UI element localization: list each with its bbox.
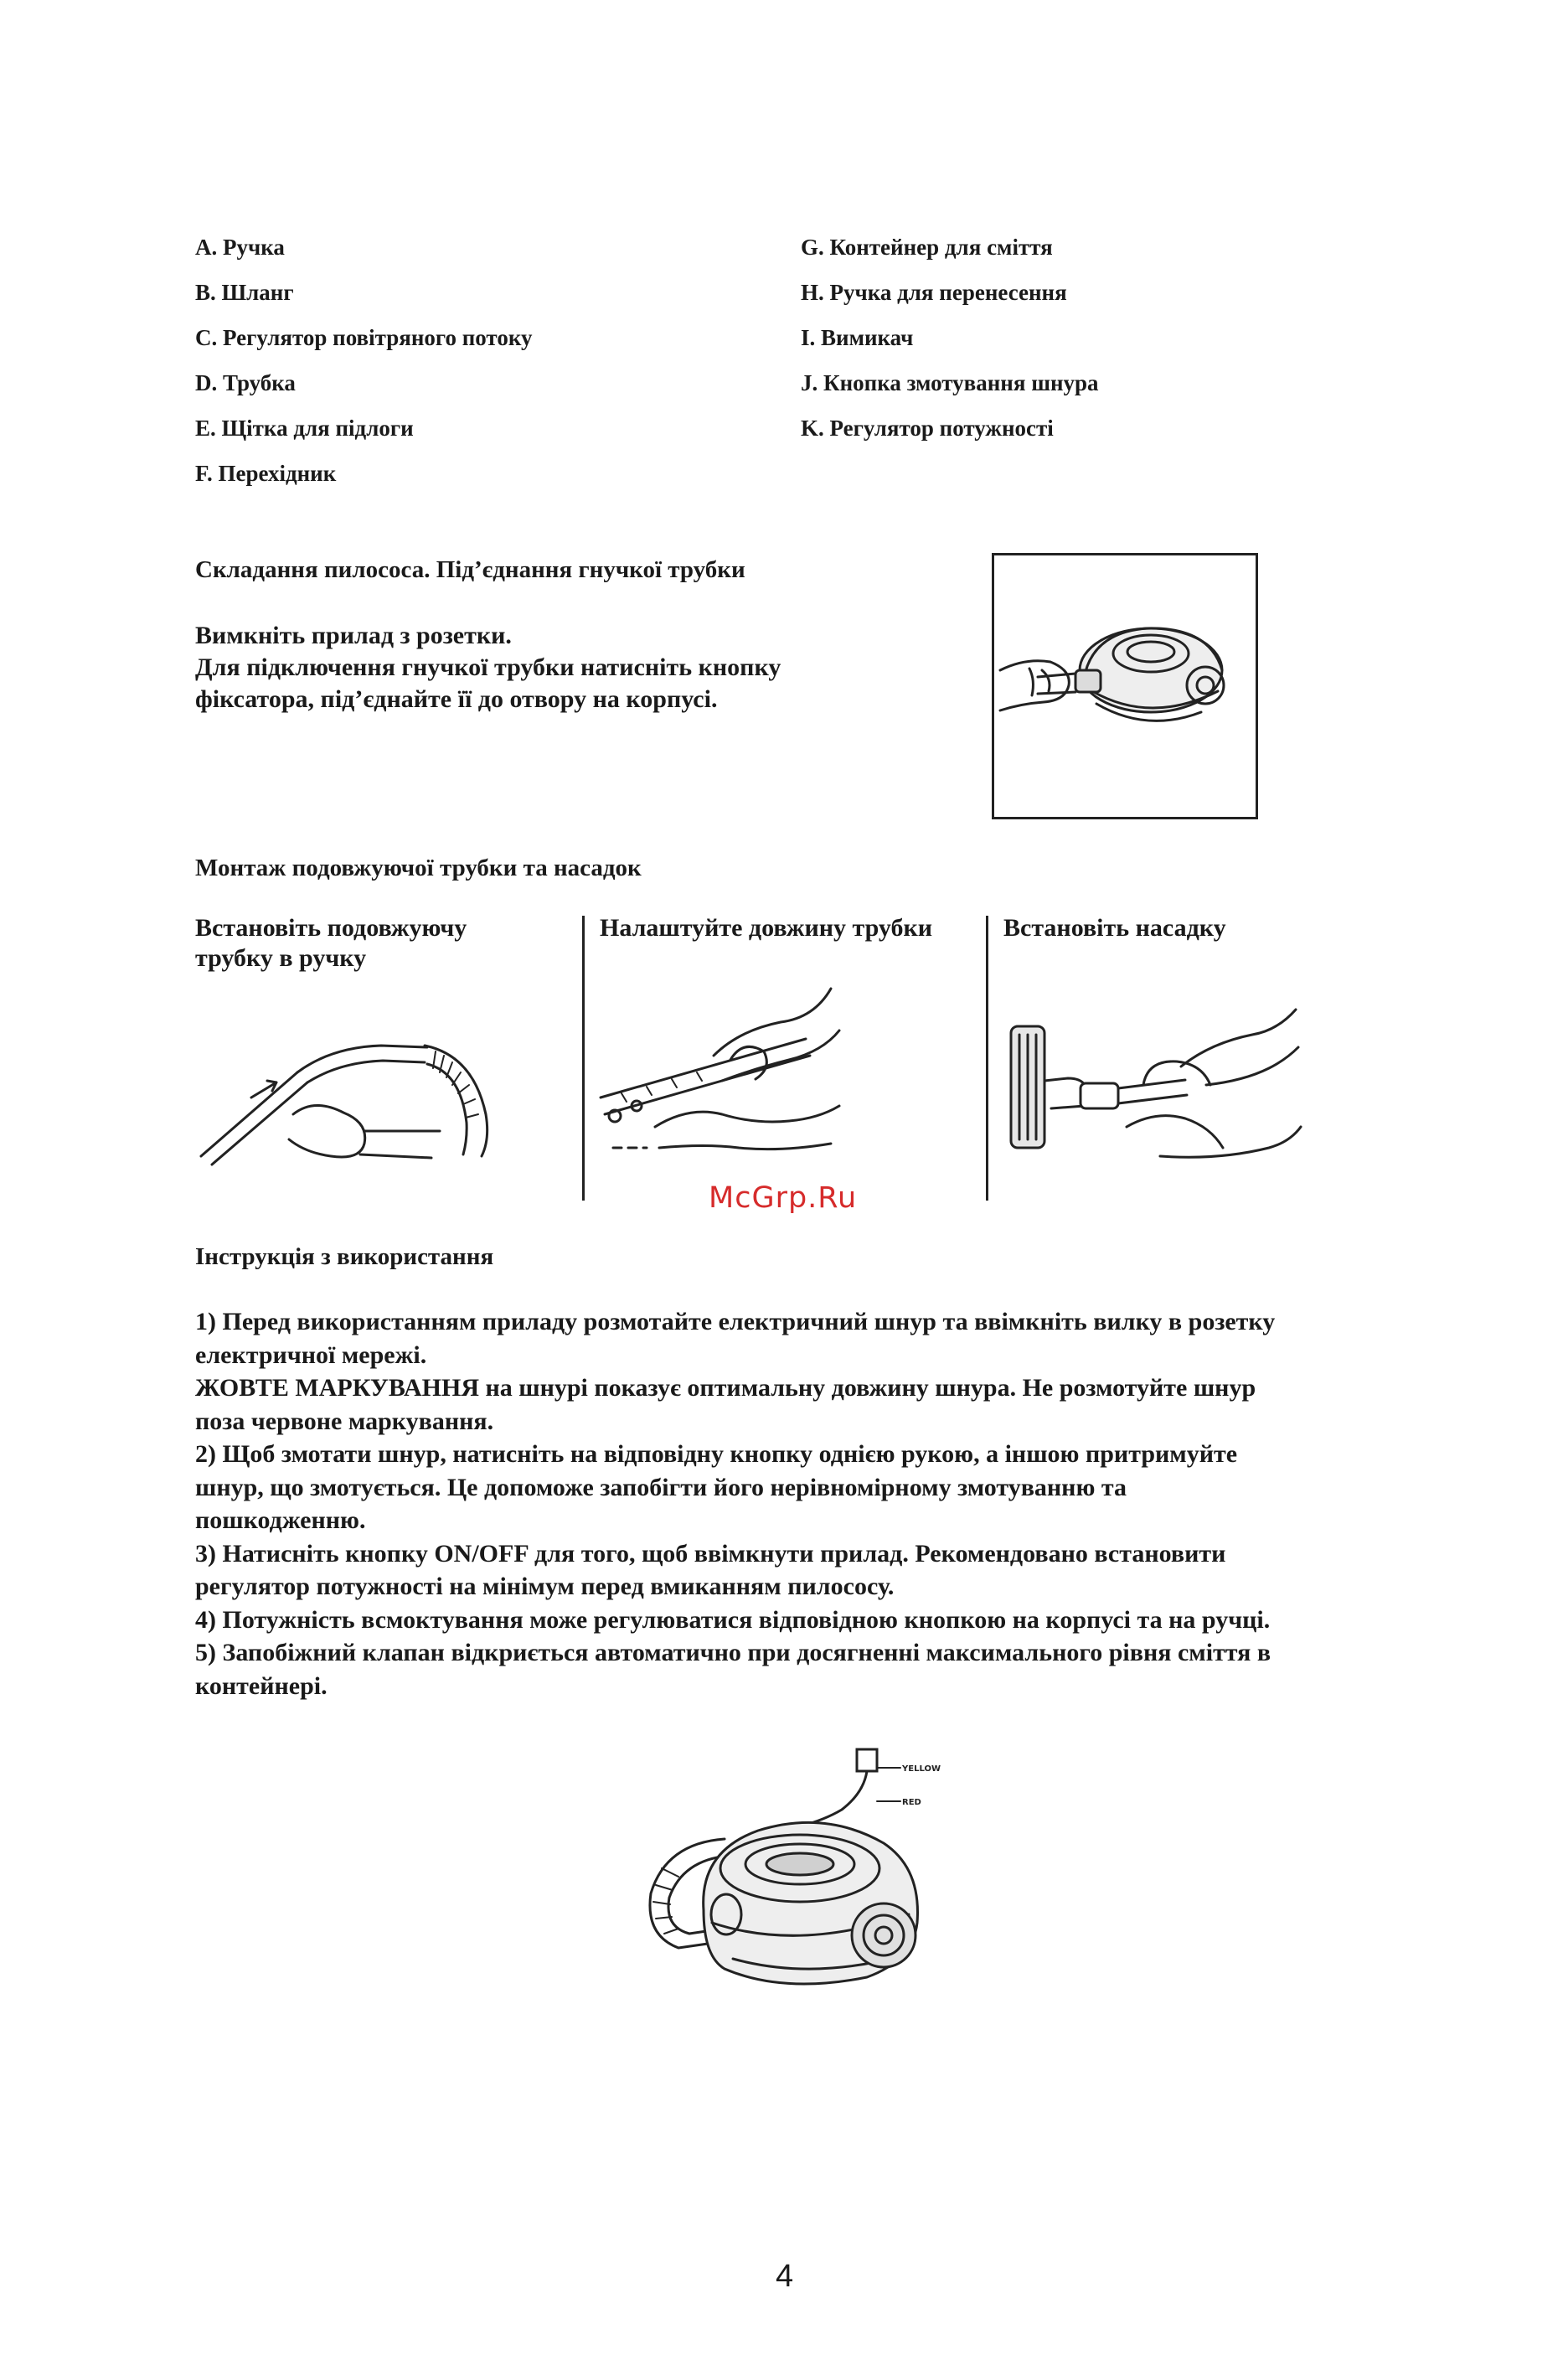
column-divider-1 [582,916,585,1201]
mount-step-2-caption: Налаштуйте довжину трубки [600,914,933,942]
part-k: K. Регулятор потужності [801,416,1054,441]
part-g: G. Контейнер для сміття [801,235,1053,260]
usage-line: 1) Перед використанням приладу розмотайте електричний шнур та ввімкніть вилку в розетку [195,1308,1276,1335]
mount-step-1-line-1: Встановіть подовжуючу [195,914,467,942]
usage-line: ЖОВТЕ МАРКУВАННЯ на шнурі показує оптимальну довжину шнура. Не розмотуйте шнур [195,1374,1256,1402]
usage-line: регулятор потужності на мінімум перед вмиканням пилососу. [195,1573,895,1600]
attach-nozzle-illustration [1001,1001,1302,1169]
usage-line: 2) Щоб змотати шнур, натисніть на відповідну кнопку однією рукою, а іншою притримуйте [195,1440,1238,1468]
hose-connection-illustration [992,553,1258,819]
parts-list-left [195,225,533,496]
part-h: H. Ручка для перенесення [801,280,1067,305]
parts-list-right [801,225,1099,451]
column-divider-2 [986,916,988,1201]
part-c: C. Регулятор повітряного потоку [195,325,533,350]
mount-step-1-line-2: трубку в ручку [195,944,367,972]
watermark: McGrp.Ru [709,1181,858,1215]
mounting-heading: Монтаж подовжуючої трубки та насадок [195,855,642,881]
tube-into-handle-illustration [197,1005,498,1173]
assembly-line-1: Вимкніть прилад з розетки. [195,622,512,649]
usage-line: 5) Запобіжний клапан відкриється автоматично при досягненні максимального рівня сміття в [195,1639,1271,1666]
usage-line: 4) Потужність всмоктування може регулюватися відповідною кнопкою на корпусі та на ручці. [195,1605,1271,1634]
usage-text [195,1305,1401,1702]
usage-line: пошкодженню. [195,1506,366,1534]
mount-step-3-caption: Встановіть насадку [1003,914,1226,942]
usage-line: електричної мережі. [195,1340,427,1369]
part-d: D. Трубка [195,370,296,395]
vacuum-cord-illustration [632,1743,941,2011]
mount-step-1-caption [195,913,467,974]
assembly-line-2: Для підключення гнучкої трубки натисніть кнопку [195,653,781,681]
usage-heading: Інструкція з використання [195,1243,494,1270]
cord-label-red: RED [902,1798,921,1807]
usage-line: шнур, що змотується. Це допоможе запобігти його нерівномірному змотуванню та [195,1473,1127,1501]
part-e: E. Щітка для підлоги [195,416,414,441]
assembly-line-3: фіксатора, під’єднайте її до отвору на корпусі. [195,685,718,713]
usage-line: контейнері. [195,1671,328,1700]
usage-line: поза червоне маркування. [195,1407,494,1435]
assembly-text [195,620,781,715]
cord-label-yellow: YELLOW [902,1764,941,1774]
part-f: F. Перехідник [195,461,337,486]
adjust-tube-illustration [596,980,848,1173]
page-number: 4 [776,2259,794,2294]
part-j: J. Кнопка змотування шнура [801,370,1099,395]
part-a: A. Ручка [195,235,285,260]
part-b: B. Шланг [195,280,294,305]
part-i: I. Вимикач [801,325,914,350]
usage-line: 3) Натисніть кнопку ON/OFF для того, щоб ввімкнути прилад. Рекомендовано встановити [195,1539,1226,1568]
assembly-heading: Складання пилососа. Під’єднання гнучкої трубки [195,556,745,583]
